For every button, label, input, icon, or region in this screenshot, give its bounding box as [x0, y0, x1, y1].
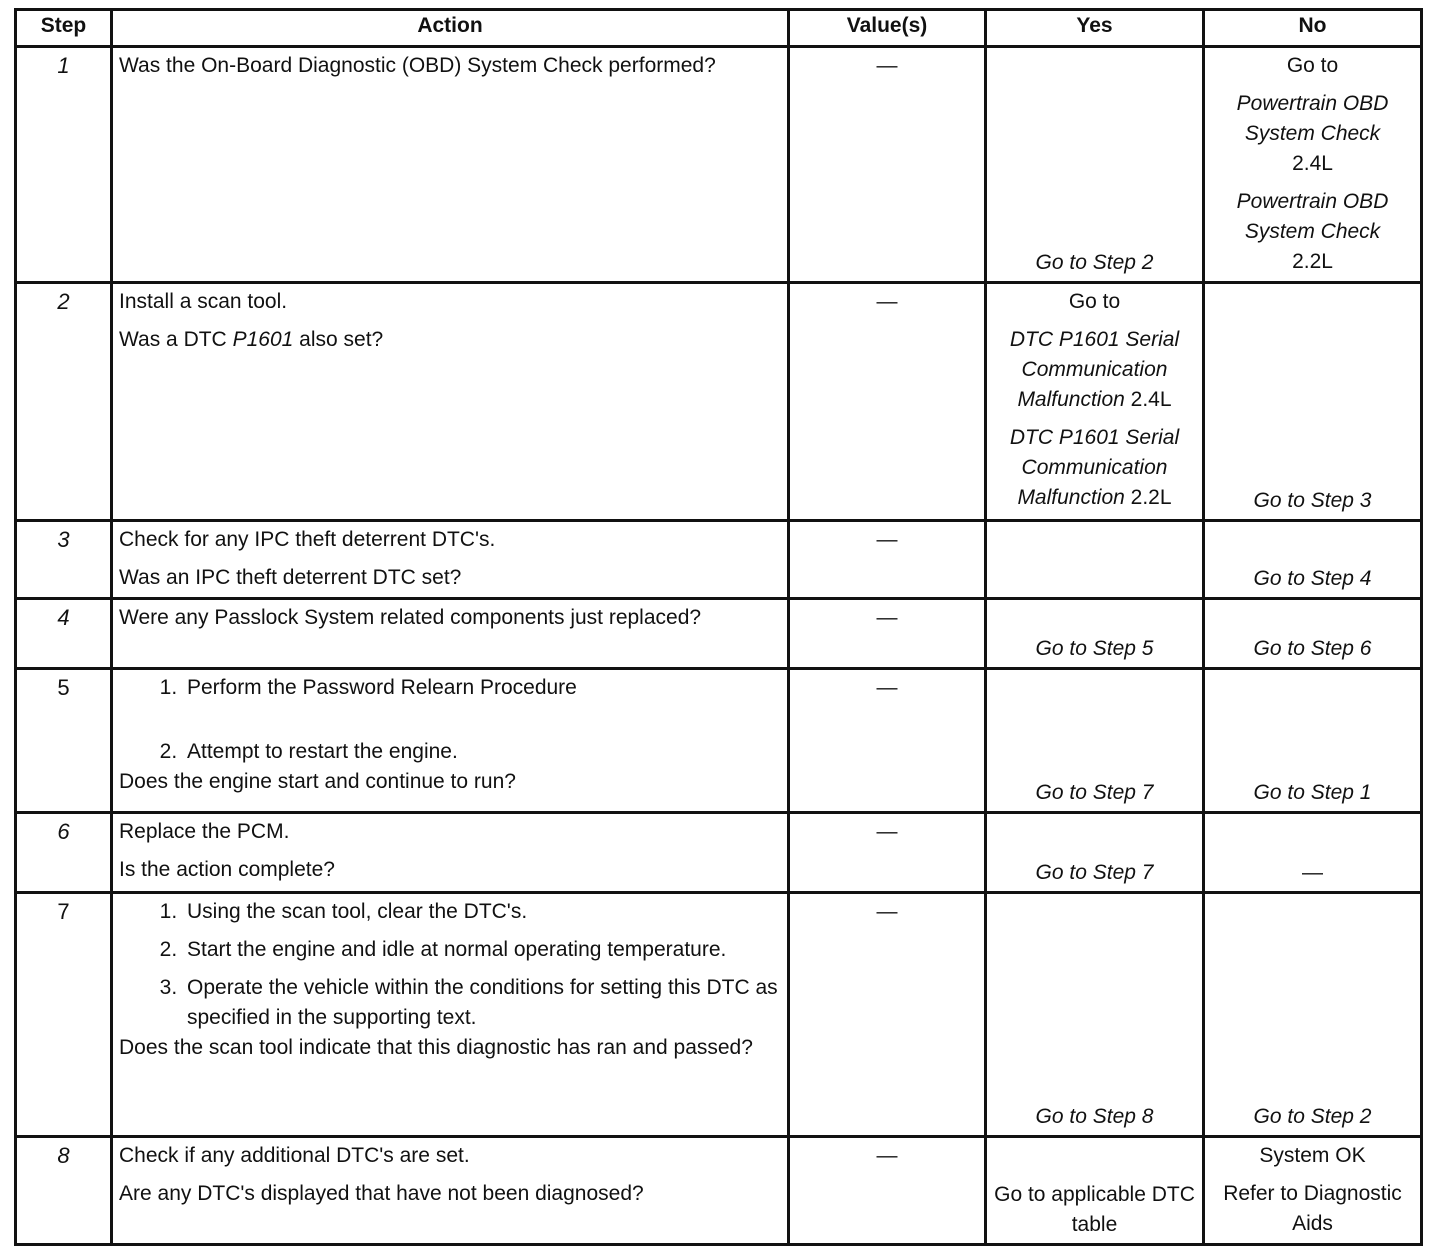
yes-link-p1601-1[interactable]: [993, 325, 1196, 415]
yes-cell: [986, 283, 1204, 521]
step-number: 7: [16, 893, 112, 1137]
link-text: DTC P1601 Serial Communication Malfunction: [1009, 426, 1180, 509]
no-result: —: [1302, 861, 1323, 884]
engine-label: 2.2L: [1130, 486, 1172, 509]
no-cell: [1204, 599, 1422, 669]
no-cell: [1204, 1137, 1422, 1245]
action-instruction: Check for any IPC theft deterrent DTC's.: [119, 528, 496, 551]
yes-result: Go to Step 7: [1035, 861, 1154, 884]
no-cell: [1204, 893, 1422, 1137]
value-cell: —: [789, 813, 986, 893]
value-cell: —: [789, 1137, 986, 1245]
question-code: P1601: [232, 328, 294, 351]
value-cell: —: [789, 893, 986, 1137]
action-cell: [112, 283, 789, 521]
link-text: DTC P1601 Serial Communication Malfunction: [1009, 328, 1180, 411]
table-row-step-4: [16, 599, 1422, 669]
yes-cell: [986, 47, 1204, 283]
action-question: Does the engine start and continue to run?: [119, 770, 516, 793]
yes-cell: [986, 893, 1204, 1137]
value-cell: —: [789, 47, 986, 283]
list-item: 1. Perform the Password Relearn Procedure: [183, 673, 781, 703]
header-values: Value(s): [789, 10, 986, 47]
no-cell: [1204, 47, 1422, 283]
action-instruction: Check if any additional DTC's are set.: [119, 1144, 470, 1167]
question-pre: Was a DTC: [119, 328, 227, 351]
yes-cell: [986, 813, 1204, 893]
step-number: 5: [16, 669, 112, 813]
value-cell: —: [789, 669, 986, 813]
header-step: Step: [16, 10, 112, 47]
action-list: [119, 673, 781, 767]
action-text: Were any Passlock System related components just replaced?: [119, 606, 702, 629]
value-cell: —: [789, 521, 986, 599]
list-item: 3. Operate the vehicle within the conditions for setting this DTC as specified in the supporting text.: [183, 973, 781, 1033]
action-instruction: Replace the PCM.: [119, 820, 290, 843]
no-cell: [1204, 283, 1422, 521]
action-instruction: Install a scan tool.: [119, 290, 288, 313]
yes-cell: [986, 669, 1204, 813]
header-action: Action: [112, 10, 789, 47]
action-question: [119, 325, 781, 355]
yes-cell: [986, 521, 1204, 599]
yes-result[interactable]: Go to applicable DTC table: [994, 1183, 1195, 1236]
yes-result: Go to Step 8: [1035, 1105, 1154, 1128]
action-cell: [112, 669, 789, 813]
action-cell: [112, 521, 789, 599]
step-number: 3: [16, 521, 112, 599]
yes-cell: [986, 599, 1204, 669]
step-number: 2: [16, 283, 112, 521]
step-number: 4: [16, 599, 112, 669]
engine-label: 2.4L: [1130, 388, 1172, 411]
no-cell: [1204, 521, 1422, 599]
no-engine-1: 2.4L: [1292, 152, 1333, 175]
table-row-step-8: [16, 1137, 1422, 1245]
no-engine-2: 2.2L: [1292, 250, 1333, 273]
yes-cell: [986, 1137, 1204, 1245]
action-list: [119, 897, 781, 1033]
value-cell: —: [789, 599, 986, 669]
value-cell: —: [789, 283, 986, 521]
no-system-ok: System OK: [1259, 1144, 1366, 1167]
header-row: [16, 10, 1422, 47]
no-result: Go to Step 3: [1253, 489, 1372, 512]
list-item: 1. Using the scan tool, clear the DTC's.: [183, 897, 781, 927]
list-item: 2. Start the engine and idle at normal operating temperature.: [183, 935, 781, 965]
table-row-step-2: [16, 283, 1422, 521]
yes-result: Go to Step 2: [1035, 251, 1154, 274]
list-item: 2. Attempt to restart the engine.: [183, 737, 781, 767]
step-number: 1: [16, 47, 112, 283]
table-row-step-5: [16, 669, 1422, 813]
no-cell: [1204, 813, 1422, 893]
no-result: Go to Step 2: [1253, 1105, 1372, 1128]
yes-link-p1601-2[interactable]: [993, 423, 1196, 513]
step-number: 8: [16, 1137, 112, 1245]
no-link-obd-check-2[interactable]: Powertrain OBD System Check: [1236, 190, 1389, 243]
table-row-step-3: [16, 521, 1422, 599]
action-cell: [112, 813, 789, 893]
action-cell: [112, 893, 789, 1137]
no-link-obd-check-1[interactable]: Powertrain OBD System Check: [1236, 92, 1389, 145]
header-no: No: [1204, 10, 1422, 47]
no-result: Go to Step 6: [1253, 637, 1372, 660]
action-cell: [112, 599, 789, 669]
no-result: Go to Step 1: [1253, 781, 1372, 804]
action-text: Was the On-Board Diagnostic (OBD) System Check performed?: [119, 54, 716, 77]
no-result[interactable]: Refer to Diagnostic Aids: [1223, 1182, 1402, 1235]
no-lead: Go to: [1286, 54, 1339, 77]
no-result: Go to Step 4: [1253, 567, 1372, 590]
table-row-step-6: [16, 813, 1422, 893]
yes-lead: Go to: [1068, 290, 1121, 313]
action-question: Was an IPC theft deterrent DTC set?: [119, 566, 462, 589]
action-question: Are any DTC's displayed that have not been diagnosed?: [119, 1182, 644, 1205]
yes-result: Go to Step 7: [1035, 781, 1154, 804]
step-number: 6: [16, 813, 112, 893]
action-question: Is the action complete?: [119, 858, 335, 881]
header-yes: Yes: [986, 10, 1204, 47]
table-row-step-1: [16, 47, 1422, 283]
no-cell: [1204, 669, 1422, 813]
action-cell: [112, 1137, 789, 1245]
action-cell: [112, 47, 789, 283]
yes-result: Go to Step 5: [1035, 637, 1154, 660]
question-post: also set?: [299, 328, 384, 351]
action-question: Does the scan tool indicate that this diagnostic has ran and passed?: [119, 1036, 753, 1059]
table-row-step-7: [16, 893, 1422, 1137]
diagnostic-table: [14, 8, 1423, 1246]
